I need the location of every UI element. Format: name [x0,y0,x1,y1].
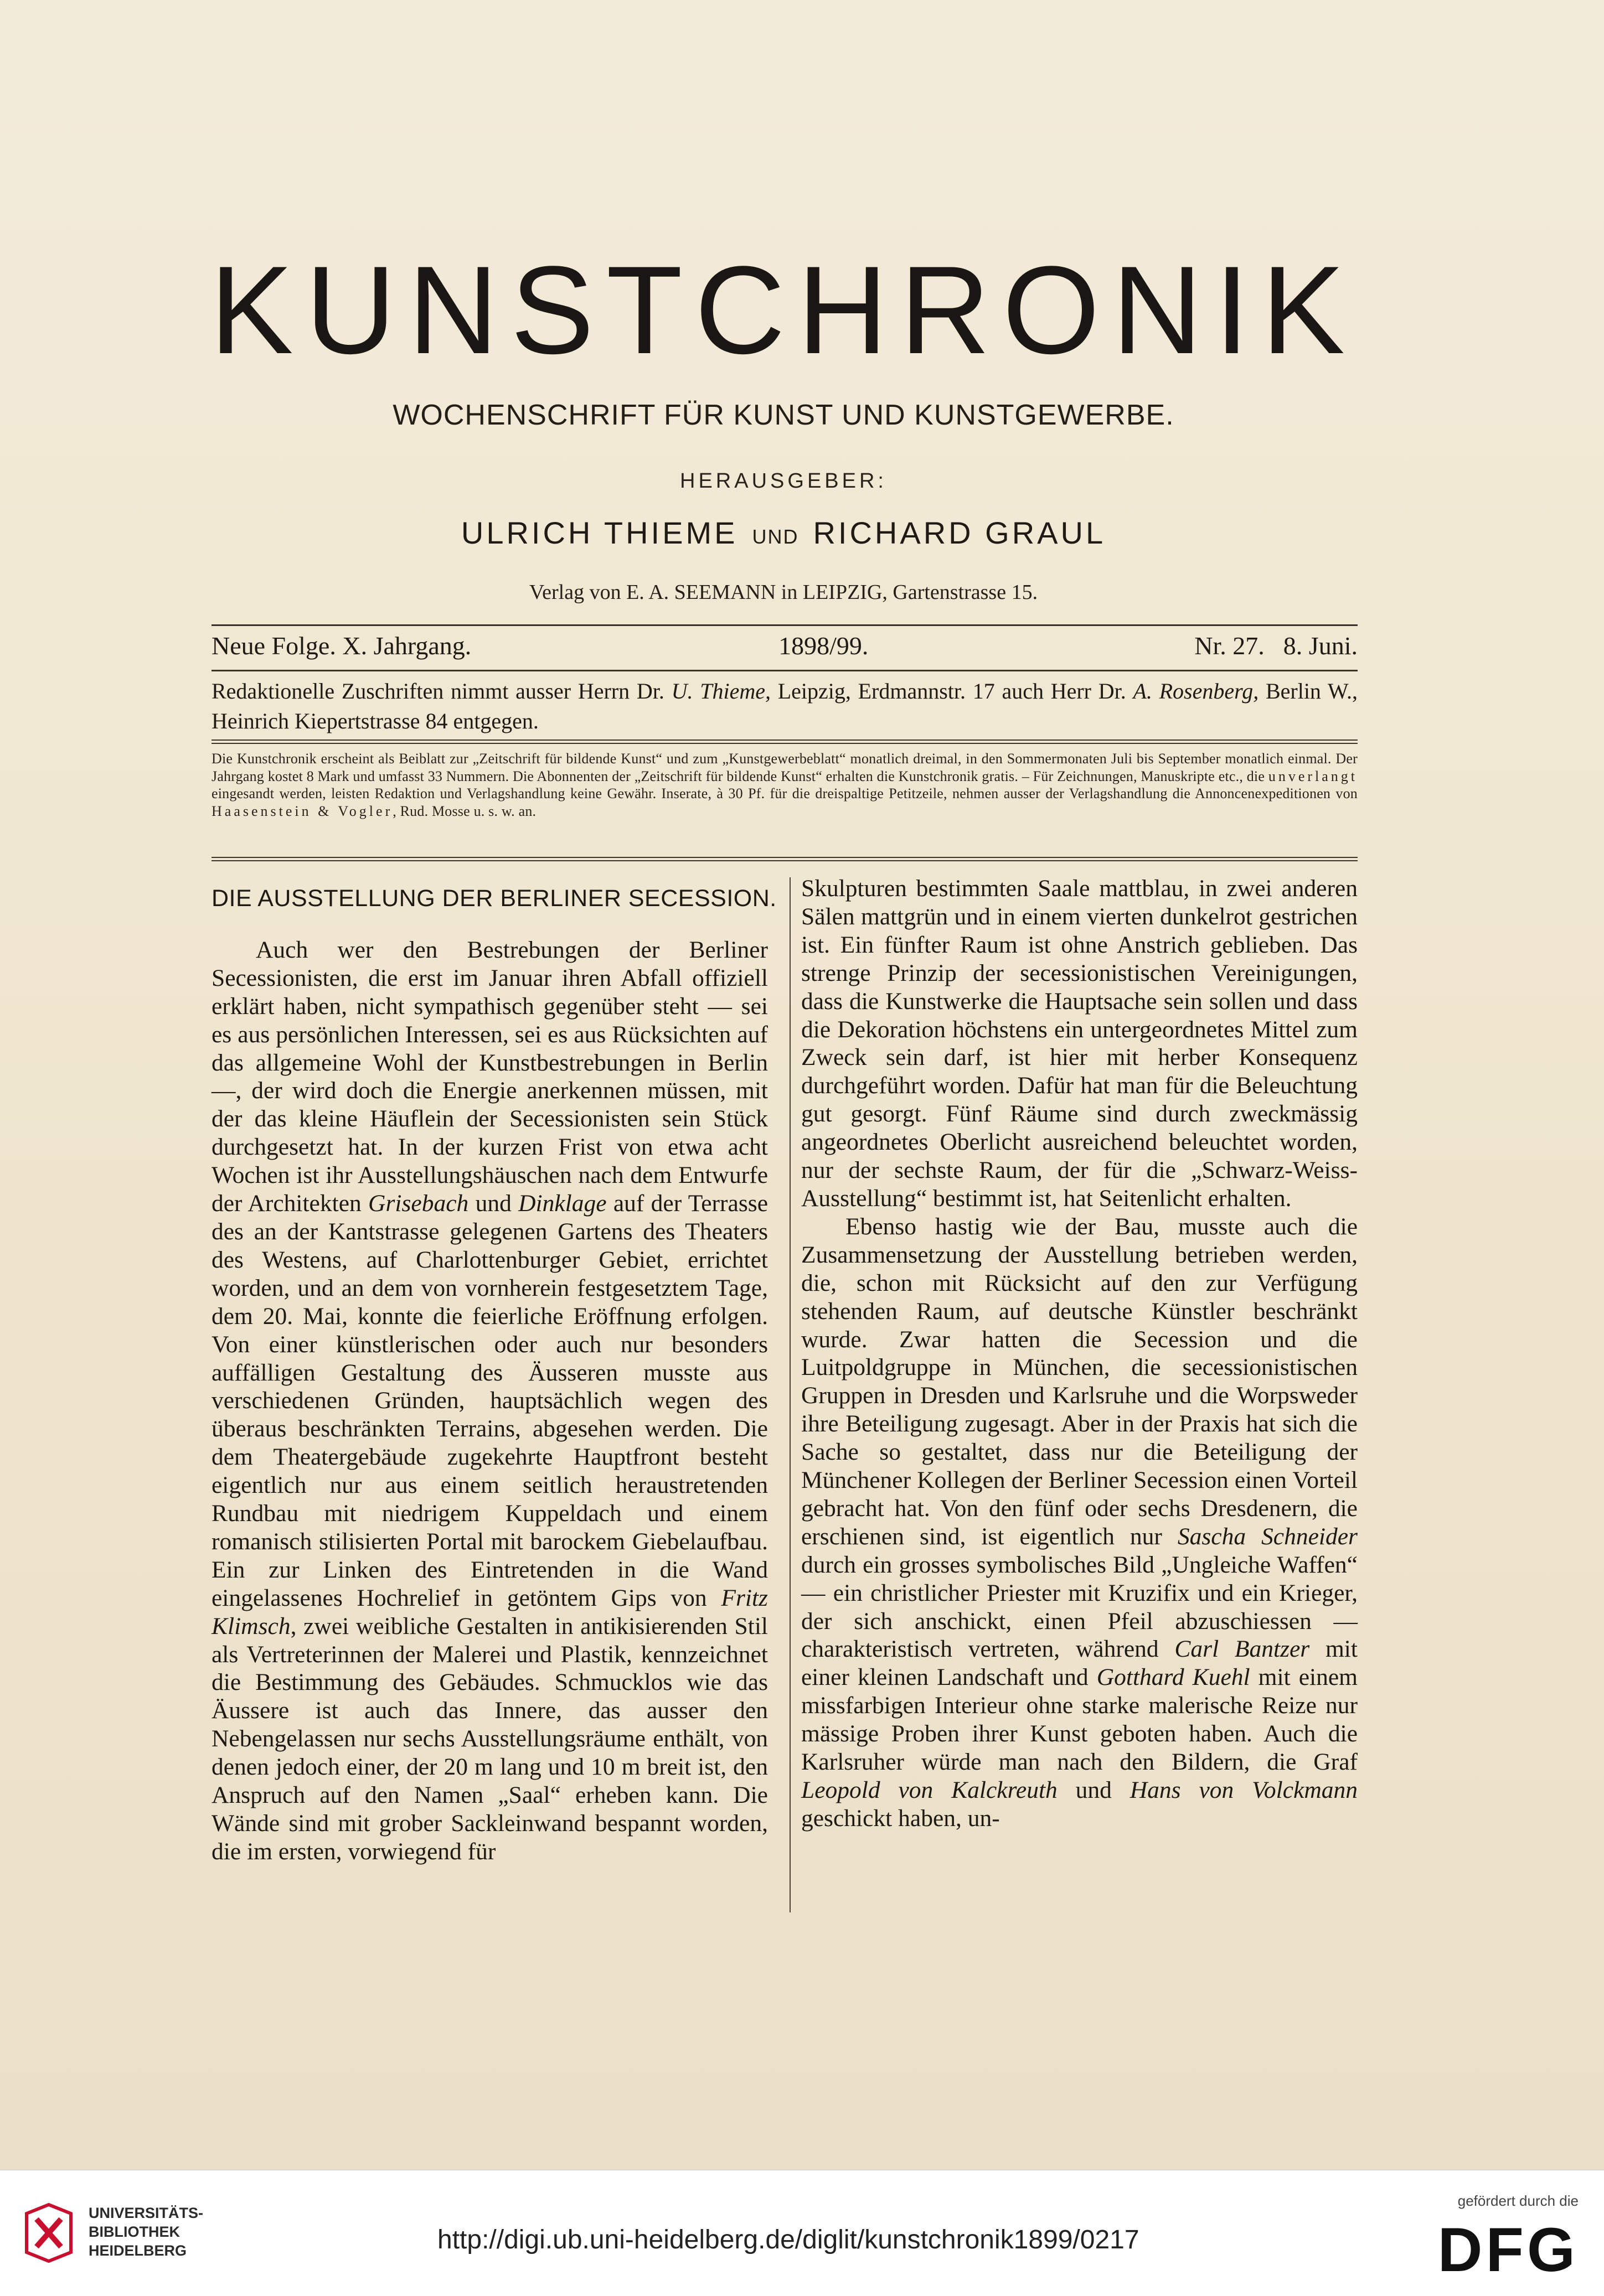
name-grisebach: Grisebach [368,1190,469,1217]
issue-year: 1898/99. [778,632,869,660]
permalink-url[interactable]: http://digi.ub.uni-heidelberg.de/diglit/kunstchronik1899/0217 [437,2225,1139,2254]
name-kuehl: Gotthard Kuehl [1096,1664,1250,1691]
issue-date: 8. Juni. [1283,632,1358,660]
issue-volume: X. Jahrgang. [342,632,472,660]
dfg-logo: DFG [1437,2215,1579,2284]
library-name: UNIVERSITÄTS- BIBLIOTHEK HEIDELBERG [89,2205,204,2259]
issue-number: Nr. 27. [1194,632,1265,660]
column-divider [790,877,791,1912]
name-bantzer: Carl Bantzer [1174,1636,1310,1663]
issue-rule-bottom [212,670,1358,671]
herausgeber-label: HERAUSGEBER: [680,469,887,493]
name-volckmann: Hans von Volckmann [1129,1777,1358,1803]
article-paragraph-2: Skulpturen bestimmten Saale mattblau, in zwei anderen Sälen mattgrün und in einem vierten dunkelrot gestrichen ist. Ein fünfter Raum ist ohne Anstrich geblieben. Das strenge Prinzip der secessionistischen Vereinigungen, dass die Kunstwerke die Hauptsache sein sollen und dass die Dekoration höchstens ein untergeordnetes Mittel zum Zweck sein darf, ist hier mit herber Konsequenz durchgeführt worden. Dafür hat man für die Beleuchtung gut gesorgt. Fünf Räume sind durch zweckmässig angeordnetes Oberlicht ausreichend beleuchtet worden, nur der sechste Raum, der für die „Schwarz-Weiss-Ausstellung“ bestimmt ist, hat Seitenlicht erhalten. [801,875,1358,1212]
editors-line [166,515,1401,551]
library-logo-icon [21,2202,76,2266]
editorial-name-rosenberg: A. Rosenberg, [1133,679,1259,704]
article-title: DIE AUSSTELLUNG DER BERLINER SECESSION. [212,885,777,912]
issue-series: Neue Folge. [212,632,336,660]
editorial-name-thieme: U. Thieme, [671,679,771,704]
issue-rule-top [212,624,1358,626]
masthead-subtitle: WOCHENSCHRIFT FÜR KUNST UND KUNSTGEWERBE. [393,399,1174,431]
funded-by-label: gefördert durch die [1457,2192,1579,2209]
editorial-rule-top-2 [212,743,1358,744]
name-schneider: Sascha Schneider [1177,1523,1358,1550]
editorial-rule-top [212,740,1358,741]
subscription-rule-2 [212,860,1358,861]
article-paragraph-1: Auch wer den Bestrebungen der Berliner Secessionisten, die erst im Januar ihren Abfall offiziell erklärt haben, nicht sympathisch gegenüber steht — sei es aus persönlichen Interessen, sei es aus Rücksichten auf das allgemeine Wohl der Kunstbestrebungen in Berlin —, der wird doch die Energie anerkennen müssen, mit der das kleine Häuflein der Secessionisten sein Stück durchgesetzt hat. In der kurzen Frist von etwa acht Wochen ist ihr Ausstellungshäuschen nach dem Entwurfe der Architekten Grisebach und Dinklage auf der Terrasse des an der Kantstrasse gelegenen Gartens des Theaters des Westens, auf Charlottenburger Gebiet, errichtet worden, und an dem von vornherein festgesetztem Tage, dem 20. Mai, konnte die feierliche Eröffnung erfolgen. Von einer künstlerischen oder auch nur besonders auffälligen Gestaltung des Äusseren musste aus verschiedenen Gründen, hauptsächlich wegen des überaus beschränkten Terrains, abgesehen werden. Die dem Theatergebäude zugekehrte Hauptfront besteht eigentlich nur aus einem seitlich heraustretenden Rundbau mit niedrigem Kuppeldach und einem romanisch stilisierten Portal mit barockem Giebelaufbau. Ein zur Linken des Eintretenden in die Wand eingelassenes Hochrelief in getöntem Gips von Fritz Klimsch, zwei weibliche Gestalten in antikisierenden Stil als Vertreterinnen der Malerei und Plastik, kennzeichnet die Bestimmung des Gebäudes. Schmucklos wie das Äussere ist auch das Innere, das ausser den Nebengelassen nur sechs Ausstellungsräume enthält, von denen jedoch einer, der 20 m lang und 10 m breit ist, den Anspruch auf den Namen „Saal“ erheben kann. Die Wände sind mit grober Sackleinwand bespannt worden, die im ersten, vorwiegend für [212,936,768,1865]
editor-1: ULRICH THIEME [461,515,738,550]
publisher-line: Verlag von E. A. SEEMANN in LEIPZIG, Gartenstrasse 15. [529,581,1038,604]
article-right-column [801,875,1358,1833]
editor-join: UND [752,525,799,548]
editorial-note: Redaktionelle Zuschriften nimmt ausser Herrn Dr. U. Thieme, Leipzig, Erdmannstr. 17 auch Herr Dr. A. Rosenberg, Berlin W., Heinrich Kiepertstrasse 84 entgegen. [212,679,1358,733]
issue-left [212,631,471,660]
issue-right [1175,631,1358,660]
name-klimsch: Fritz Klimsch [212,1584,768,1640]
masthead-title: KUNSTCHRONIK [209,240,1358,380]
name-kalckreuth: Leopold von Kalckreuth [801,1777,1058,1803]
editor-2: RICHARD GRAUL [813,515,1106,550]
article-paragraph-3: Ebenso hastig wie der Bau, musste auch die Zusammensetzung der Ausstellung betrieben werden, die, schon mit Rücksicht auf den zur Verfügung stehenden Raum, auf deutsche Künstler beschränkt wurde. Zwar hatten die Secession und die Luitpoldgruppe in München, die secessionistischen Gruppen in Dresden und Karlsruhe und die Worpsweder ihre Beteiligung zugesagt. Aber in der Praxis hat sich die Sache so gestaltet, dass nur die Beteiligung der Münchener Kollegen der Berliner Secession einen Vorteil gebracht hat. Von den fünf oder sechs Dresdenern, die erschienen sind, ist eigentlich nur Sascha Schneider durch ein grosses symbolisches Bild „Ungleiche Waffen“ — ein christlicher Priester mit Kruzifix und ein Krieger, der sich anschickt, einen Pfeil abzuschiessen — charakteristisch vertreten, während Carl Bantzer mit einer kleinen Landschaft und Gotthard Kuehl mit einem missfarbigen Interieur ohne starke malerische Reize nur mässige Proben ihrer Kunst geboten haben. Auch die Karlsruher würde man nach den Bildern, die Graf Leopold von Kalckreuth und Hans von Volckmann geschickt haben, un- [801,1213,1358,1832]
issue-line [212,631,1358,660]
digitization-footer [0,2170,1604,2296]
subscription-rule-1 [212,857,1358,858]
subscription-note: Die Kunstchronik erscheint als Beiblatt zur „Zeitschrift für bildende Kunst“ und zum „Kunstgewerbeblatt“ monatlich dreimal, in den Sommermonaten Juli bis September monatlich einmal. Der Jahrgang kostet 8 Mark und umfasst 33 Nummern. Die Abonnenten der „Zeitschrift für bildende Kunst“ erhalten die Kunstchronik gratis. – Für Zeichnungen, Manuskripte etc., die unverlangt eingesandt werden, leisten Redaktion und Verlagshandlung keine Gewähr. Inserate, à 30 Pf. für die dreispaltige Petitzeile, nehmen ausser der Verlagshandlung die Annoncenexpeditionen von Haasenstein & Vogler, Rud. Mosse u. s. w. an. [212,751,1358,819]
article-left-column [212,875,777,1866]
name-dinklage: Dinklage [518,1190,607,1217]
